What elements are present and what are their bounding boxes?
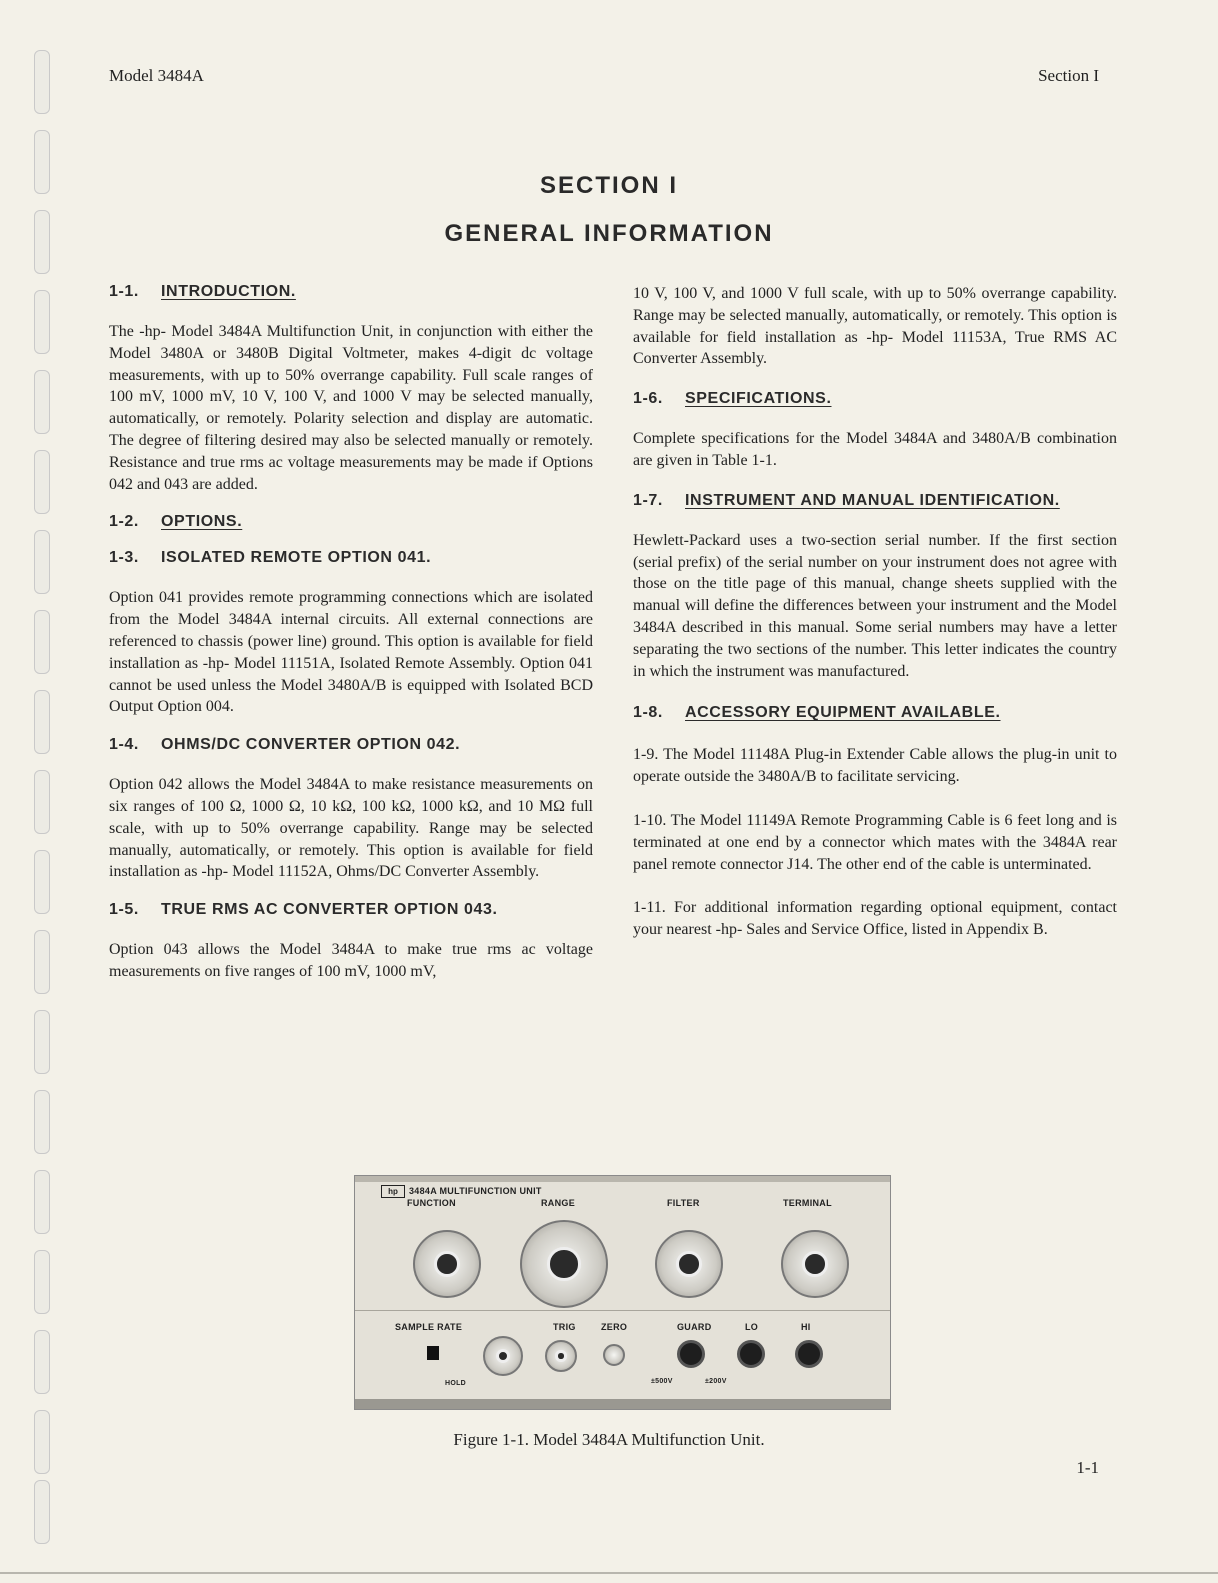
lo-jack[interactable] <box>737 1340 765 1368</box>
label-lo: LO <box>745 1322 759 1332</box>
right-column <box>633 283 1117 941</box>
label-filter: FILTER <box>667 1198 700 1208</box>
paragraph-specifications: Complete specifications for the Model 3484A and 3480A/B combination are given in Table 1-1. <box>633 430 1117 469</box>
paragraph-identification: Hewlett-Packard uses a two-section serial number. If the first section (serial prefix) of the serial number on your instrument does not agree with those on the title page of this manual, change sheets supplied with the manual will define the differences between your instrument and the Model 3484A described in this manual. Some serial numbers may have a letter separating the two sections of the number. This letter indicates the country in which the instrument was manufactured. <box>633 531 1117 680</box>
label-zero: ZERO <box>601 1322 628 1332</box>
heading-1-3: 1-3. ISOLATED REMOTE OPTION 041. <box>109 549 432 567</box>
paragraph-option-041: Option 041 provides remote programming connections which are isolated from the Model 3484A internal circuits. All external connections are referenced to chassis (power line) ground. This option is available for field installation as -hp- Model 11151A, Isolated Remote Assembly. Option 041 cannot be used unless the Model 3480A/B is equipped with Isolated BCD Output Option 004. <box>109 589 593 716</box>
binder-margin <box>26 40 56 1540</box>
header-model: Model 3484A <box>109 66 204 85</box>
left-column <box>109 283 593 983</box>
label-hold: HOLD <box>445 1380 467 1387</box>
paragraph-1-9: 1-9. The Model 11148A Plug-in Extender Cable allows the plug-in unit to operate outside the 3480A/B to facilitate servicing. <box>633 746 1117 786</box>
terminal-knob[interactable] <box>781 1230 849 1298</box>
paragraph-option-043: Option 043 allows the Model 3484A to make true rms ac voltage measurements on five ranges of 100 mV, 1000 mV, <box>109 941 593 980</box>
page-number: 1-1 <box>1076 1458 1099 1477</box>
binder-hole <box>34 1330 50 1394</box>
function-knob[interactable] <box>413 1230 481 1298</box>
range-knob[interactable] <box>520 1220 608 1308</box>
panel-title: 3484A MULTIFUNCTION UNIT <box>409 1186 542 1196</box>
binder-hole <box>34 290 50 354</box>
label-terminal: TERMINAL <box>783 1198 832 1208</box>
guard-jack[interactable] <box>677 1340 705 1368</box>
figure-front-panel <box>354 1175 891 1410</box>
trig-button[interactable] <box>545 1340 577 1372</box>
heading-1-4: 1-4. OHMS/DC CONVERTER OPTION 042. <box>109 736 461 754</box>
heading-1-7: 1-7. INSTRUMENT AND MANUAL IDENTIFICATION. <box>633 491 1060 509</box>
label-200v: ±200V <box>705 1378 727 1385</box>
binder-hole <box>34 50 50 114</box>
hi-jack[interactable] <box>795 1340 823 1368</box>
label-hi: HI <box>801 1322 811 1332</box>
heading-1-6: 1-6. SPECIFICATIONS. <box>633 390 832 408</box>
bottom-rule <box>0 1572 1218 1574</box>
heading-1-1: 1-1. INTRODUCTION. <box>109 283 296 300</box>
label-guard: GUARD <box>677 1322 712 1332</box>
zero-adjust[interactable] <box>603 1344 625 1366</box>
binder-hole <box>34 1250 50 1314</box>
sample-rate-knob[interactable] <box>483 1336 523 1376</box>
label-range: RANGE <box>541 1198 576 1208</box>
header-section: Section I <box>1038 66 1099 85</box>
binder-hole <box>34 690 50 754</box>
paragraph-option-042: Option 042 allows the Model 3484A to make resistance measurements on six ranges of 100 Ω, 1000 Ω, 10 kΩ, 100 kΩ, 1000 kΩ, and 10 MΩ full scale, with up to 50% overrange capability. Range may be selected manually, automatically, or remotely. This option is available for field installation as -hp- Model 11152A, Ohms/DC Converter Assembly. <box>109 776 593 881</box>
label-sample-rate: SAMPLE RATE <box>395 1322 463 1332</box>
binder-hole <box>34 530 50 594</box>
binder-hole <box>34 770 50 834</box>
paragraph-1-10: 1-10. The Model 11149A Remote Programming Cable is 6 feet long and is terminated at one end by a connector which mates with the 3484A rear panel remote connector J14. The other end of the cable is unterminated. <box>633 811 1117 873</box>
binder-hole <box>34 1010 50 1074</box>
binder-hole <box>34 450 50 514</box>
binder-hole <box>34 610 50 674</box>
label-trig: TRIG <box>553 1322 576 1332</box>
front-panel <box>355 1182 890 1399</box>
sample-rate-indicator <box>427 1346 439 1360</box>
binder-hole <box>34 370 50 434</box>
binder-hole <box>34 850 50 914</box>
binder-hole <box>34 1090 50 1154</box>
paragraph-introduction: The -hp- Model 3484A Multifunction Unit, in conjunction with either the Model 3480A or 3480B Digital Voltmeter, makes 4-digit dc voltage measurements, with up to 50% overrange capability. Full scale ranges of 100 mV, 1000 mV, 10 V, 100 V, and 1000 V may be selected manually, automatically, or remotely. Polarity selection and display are automatic. The degree of filtering desired may also be selected manually or remotely. Resistance and true rms ac voltage measurements may be made if Options 042 and 043 are added. <box>109 323 593 493</box>
paragraph-1-11: 1-11. For additional information regarding optional equipment, contact your nearest -hp- Sales and Service Office, listed in Appendix B. <box>633 899 1117 939</box>
paragraph-option-043-continued: 10 V, 100 V, and 1000 V full scale, with up to 50% overrange capability. Range may be selected manually, automatically, or remotely. This option is available for field installation as -hp- Model 11153A, True RMS AC Converter Assembly. <box>633 285 1117 368</box>
filter-knob[interactable] <box>655 1230 723 1298</box>
figure-caption: Figure 1-1. Model 3484A Multifunction Unit. <box>453 1430 765 1449</box>
label-500v: ±500V <box>651 1378 673 1385</box>
panel-bottom-strip <box>355 1399 890 1409</box>
heading-1-5: 1-5. TRUE RMS AC CONVERTER OPTION 043. <box>109 901 498 919</box>
heading-1-8: 1-8. ACCESSORY EQUIPMENT AVAILABLE. <box>633 704 1001 722</box>
heading-1-2: 1-2. OPTIONS. <box>109 513 243 531</box>
binder-hole <box>34 930 50 994</box>
hp-logo-icon: hp <box>381 1185 405 1198</box>
section-number: SECTION I <box>539 172 678 199</box>
label-function: FUNCTION <box>407 1198 456 1208</box>
binder-hole <box>34 1170 50 1234</box>
section-title: GENERAL INFORMATION <box>444 220 774 247</box>
panel-divider <box>355 1310 890 1311</box>
binder-hole <box>34 1480 50 1544</box>
